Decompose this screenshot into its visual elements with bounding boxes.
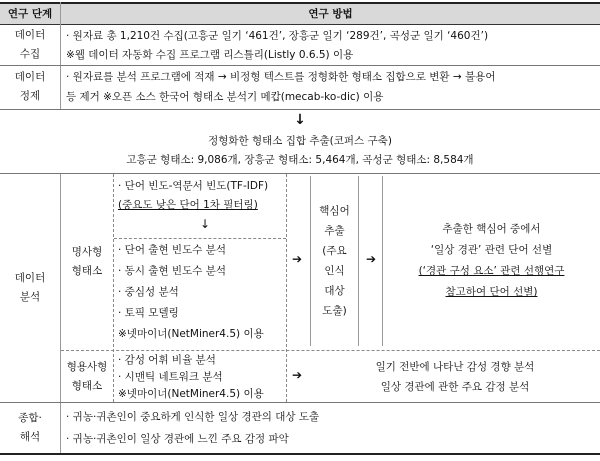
down-arrow-icon: ↓ (294, 111, 306, 128)
adj-item-1: · 감성 어휘 비율 분석 (118, 354, 216, 366)
core-box-right (358, 176, 359, 346)
adj-item-2: · 시맨틱 네트워크 분석 (118, 371, 223, 383)
adj-morpheme-label: 형용사형 형태소 (66, 360, 108, 392)
noun-arrow-2-icon: ➔ (366, 252, 377, 266)
refinement-line-1: · 원자료를 분석 프로그램에 적재 → 비정형 텍스트를 정형화한 형태소 집합으로 변환 → 불용어 (66, 71, 496, 83)
stage-collection: 데이터 수집 (14, 29, 46, 60)
header-stage: 연구 단계 (7, 7, 53, 20)
stage-synthesis: 종합· 해석 (18, 412, 42, 443)
noun-item-3: · 중심성 분석 (118, 286, 179, 298)
header-method: 연구 방법 (308, 7, 353, 20)
stage-refinement: 데이터 정제 (14, 71, 46, 102)
noun-inner-divider (114, 238, 286, 239)
header-bottom-border (0, 24, 600, 25)
noun-item-5: ※넷마이너(NetMiner4.5) 이용 (118, 328, 264, 340)
stage-analysis: 데이터 분석 (14, 272, 46, 303)
noun-morpheme-label: 명사형 형태소 (71, 246, 103, 277)
noun-arrow-1-icon: ➔ (292, 252, 303, 266)
collection-line-2: ※웹 데이터 자동화 수집 프로그램 리스틀리(Listly 0.6.5) 이용 (66, 49, 354, 61)
adj-item-3: ※넷마이너(NetMiner4.5) 이용 (118, 388, 264, 400)
tfidf-line-1: · 단어 빈도-역문서 빈도(TF-IDF) (118, 180, 269, 192)
synthesis-line-1: · 귀농·귀촌인이 중요하게 인식한 일상 경관의 대상 도출 (66, 411, 320, 423)
table-bottom-border (0, 453, 600, 455)
label-divider (113, 174, 114, 402)
noun-item-4: · 토픽 모델링 (118, 307, 179, 319)
noun-result-box: 추출한 핵심어 중에서 ‘일상 경관’ 관련 단어 선별 (‘경관 구성 요소’ 관련 선행연구 참고하여 단어 선별) (418, 223, 565, 298)
row-divider-4 (0, 402, 600, 403)
adj-result: 일기 전반에 나타난 감성 경향 분석 일상 경관에 관한 주요 감정 분석 (375, 360, 535, 393)
noun-item-2: · 동시 출현 빈도수 분석 (118, 265, 226, 277)
collection-line-1: · 원자료 총 1,210건 수집(고흥군 일기 ‘461건’, 장흥군 일기 ‘289건’, 곡성군 일기 ‘460건’) (66, 30, 489, 42)
stage-divider-synthesis (60, 403, 61, 453)
inner-down-arrow-icon: ↓ (199, 216, 211, 231)
refinement-line-2: 등 제거 ※오픈 소스 한국어 형태소 분석기 메캅(mecab-ko-dic) 이용 (66, 91, 384, 103)
extraction-line-1: 정형화한 형태소 집합 추출(코퍼스 구축) (208, 135, 392, 147)
synthesis-line-2: · 귀농·귀촌인이 일상 경관에 느낀 주요 감정 파악 (66, 433, 289, 445)
core-keyword-box: 핵심어 추출 (주요 인식 대상 도출) (319, 205, 350, 317)
row-divider-1 (0, 65, 600, 66)
tfidf-line-2: (중요도 낮은 단어 1차 필터링) (118, 199, 258, 211)
extraction-line-2: 고흥군 형태소: 9,086개, 장흥군 형태소: 5,464개, 곡성군 형태소: 8,584개 (126, 154, 474, 166)
adj-arrow-icon: ➔ (292, 368, 303, 382)
stage-divider-refine (60, 66, 61, 109)
noun-item-1: · 단어 출현 빈도수 분석 (118, 244, 226, 256)
items-divider (286, 174, 287, 402)
